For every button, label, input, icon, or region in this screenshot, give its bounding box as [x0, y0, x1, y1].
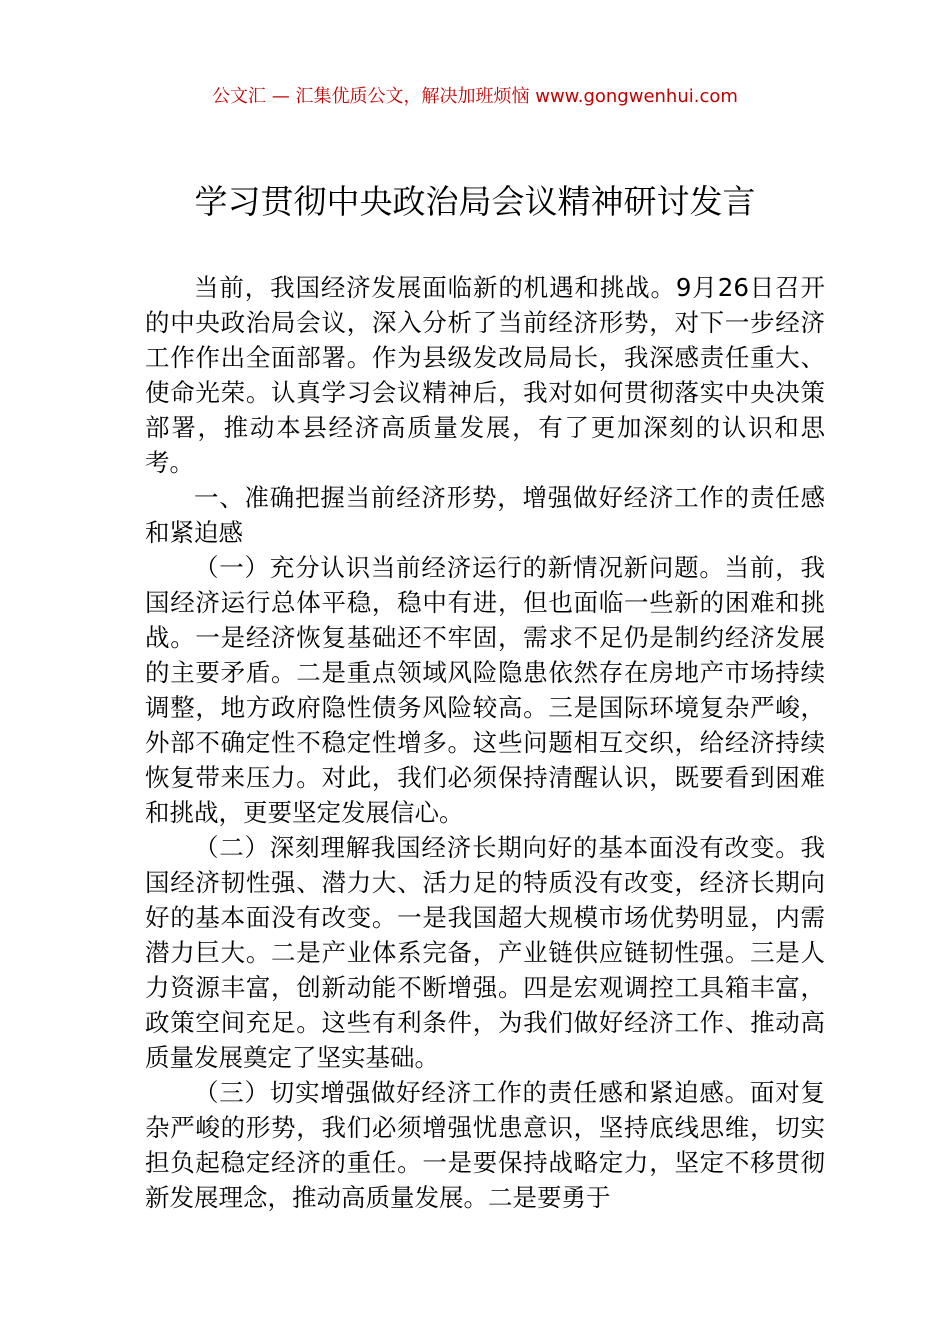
subsection-paragraph-3: （三）切实增强做好经济工作的责任感和紧迫感。面对复杂严峻的形势，我们必须增强忧患意识，坚持底线思维，切实担负起稳定经济的重任。一是要保持战略定力，坚定不移贯彻新发展理念，推动高质量发展。二是要勇于 [145, 1078, 825, 1212]
document-body [145, 270, 825, 1215]
intro-paragraph: 当前，我国经济发展面临新的机遇和挑战。9月26日召开的中央政治局会议，深入分析了当前经济形势，对下一步经济工作作出全面部署。作为县级发改局局长，我深感责任重大、使命光荣。认真学习会议精神后，我对如何贯彻落实中央决策部署，推动本县经济高质量发展，有了更加深刻的认识和思考。 [145, 273, 825, 477]
subsection-paragraph-2: （二）深刻理解我国经济长期向好的基本面没有改变。我国经济韧性强、潜力大、活力足的特质没有改变，经济长期向好的基本面没有改变。一是我国超大规模市场优势明显，内需潜力巨大。二是产业体系完备，产业链供应链韧性强。三是人力资源丰富，创新动能不断增强。四是宏观调控工具箱丰富，政策空间充足。这些有利条件，为我们做好经济工作、推动高质量发展奠定了坚实基础。 [145, 833, 825, 1072]
document-title: 学习贯彻中央政治局会议精神研讨发言 [194, 182, 756, 221]
subsection-paragraph-1: （一）充分认识当前经济运行的新情况新问题。当前，我国经济运行总体平稳，稳中有进，但也面临一些新的困难和挑战。一是经济恢复基础还不牢固，需求不足仍是制约经济发展的主要矛盾。二是重点领域风险隐患依然存在房地产市场持续调整，地方政府隐性债务风险较高。三是国际环境复杂严峻，外部不确定性不稳定性增多。这些问题相互交织，给经济持续恢复带来压力。对此，我们必须保持清醒认识，既要看到困难和挑战，更要坚定发展信心。 [145, 553, 825, 827]
section-heading-1: 一、准确把握当前经济形势，增强做好经济工作的责任感和紧迫感 [145, 483, 825, 547]
site-banner: 公文汇 — 汇集优质公文，解决加班烦恼 www.gongwenhui.com [212, 86, 738, 107]
